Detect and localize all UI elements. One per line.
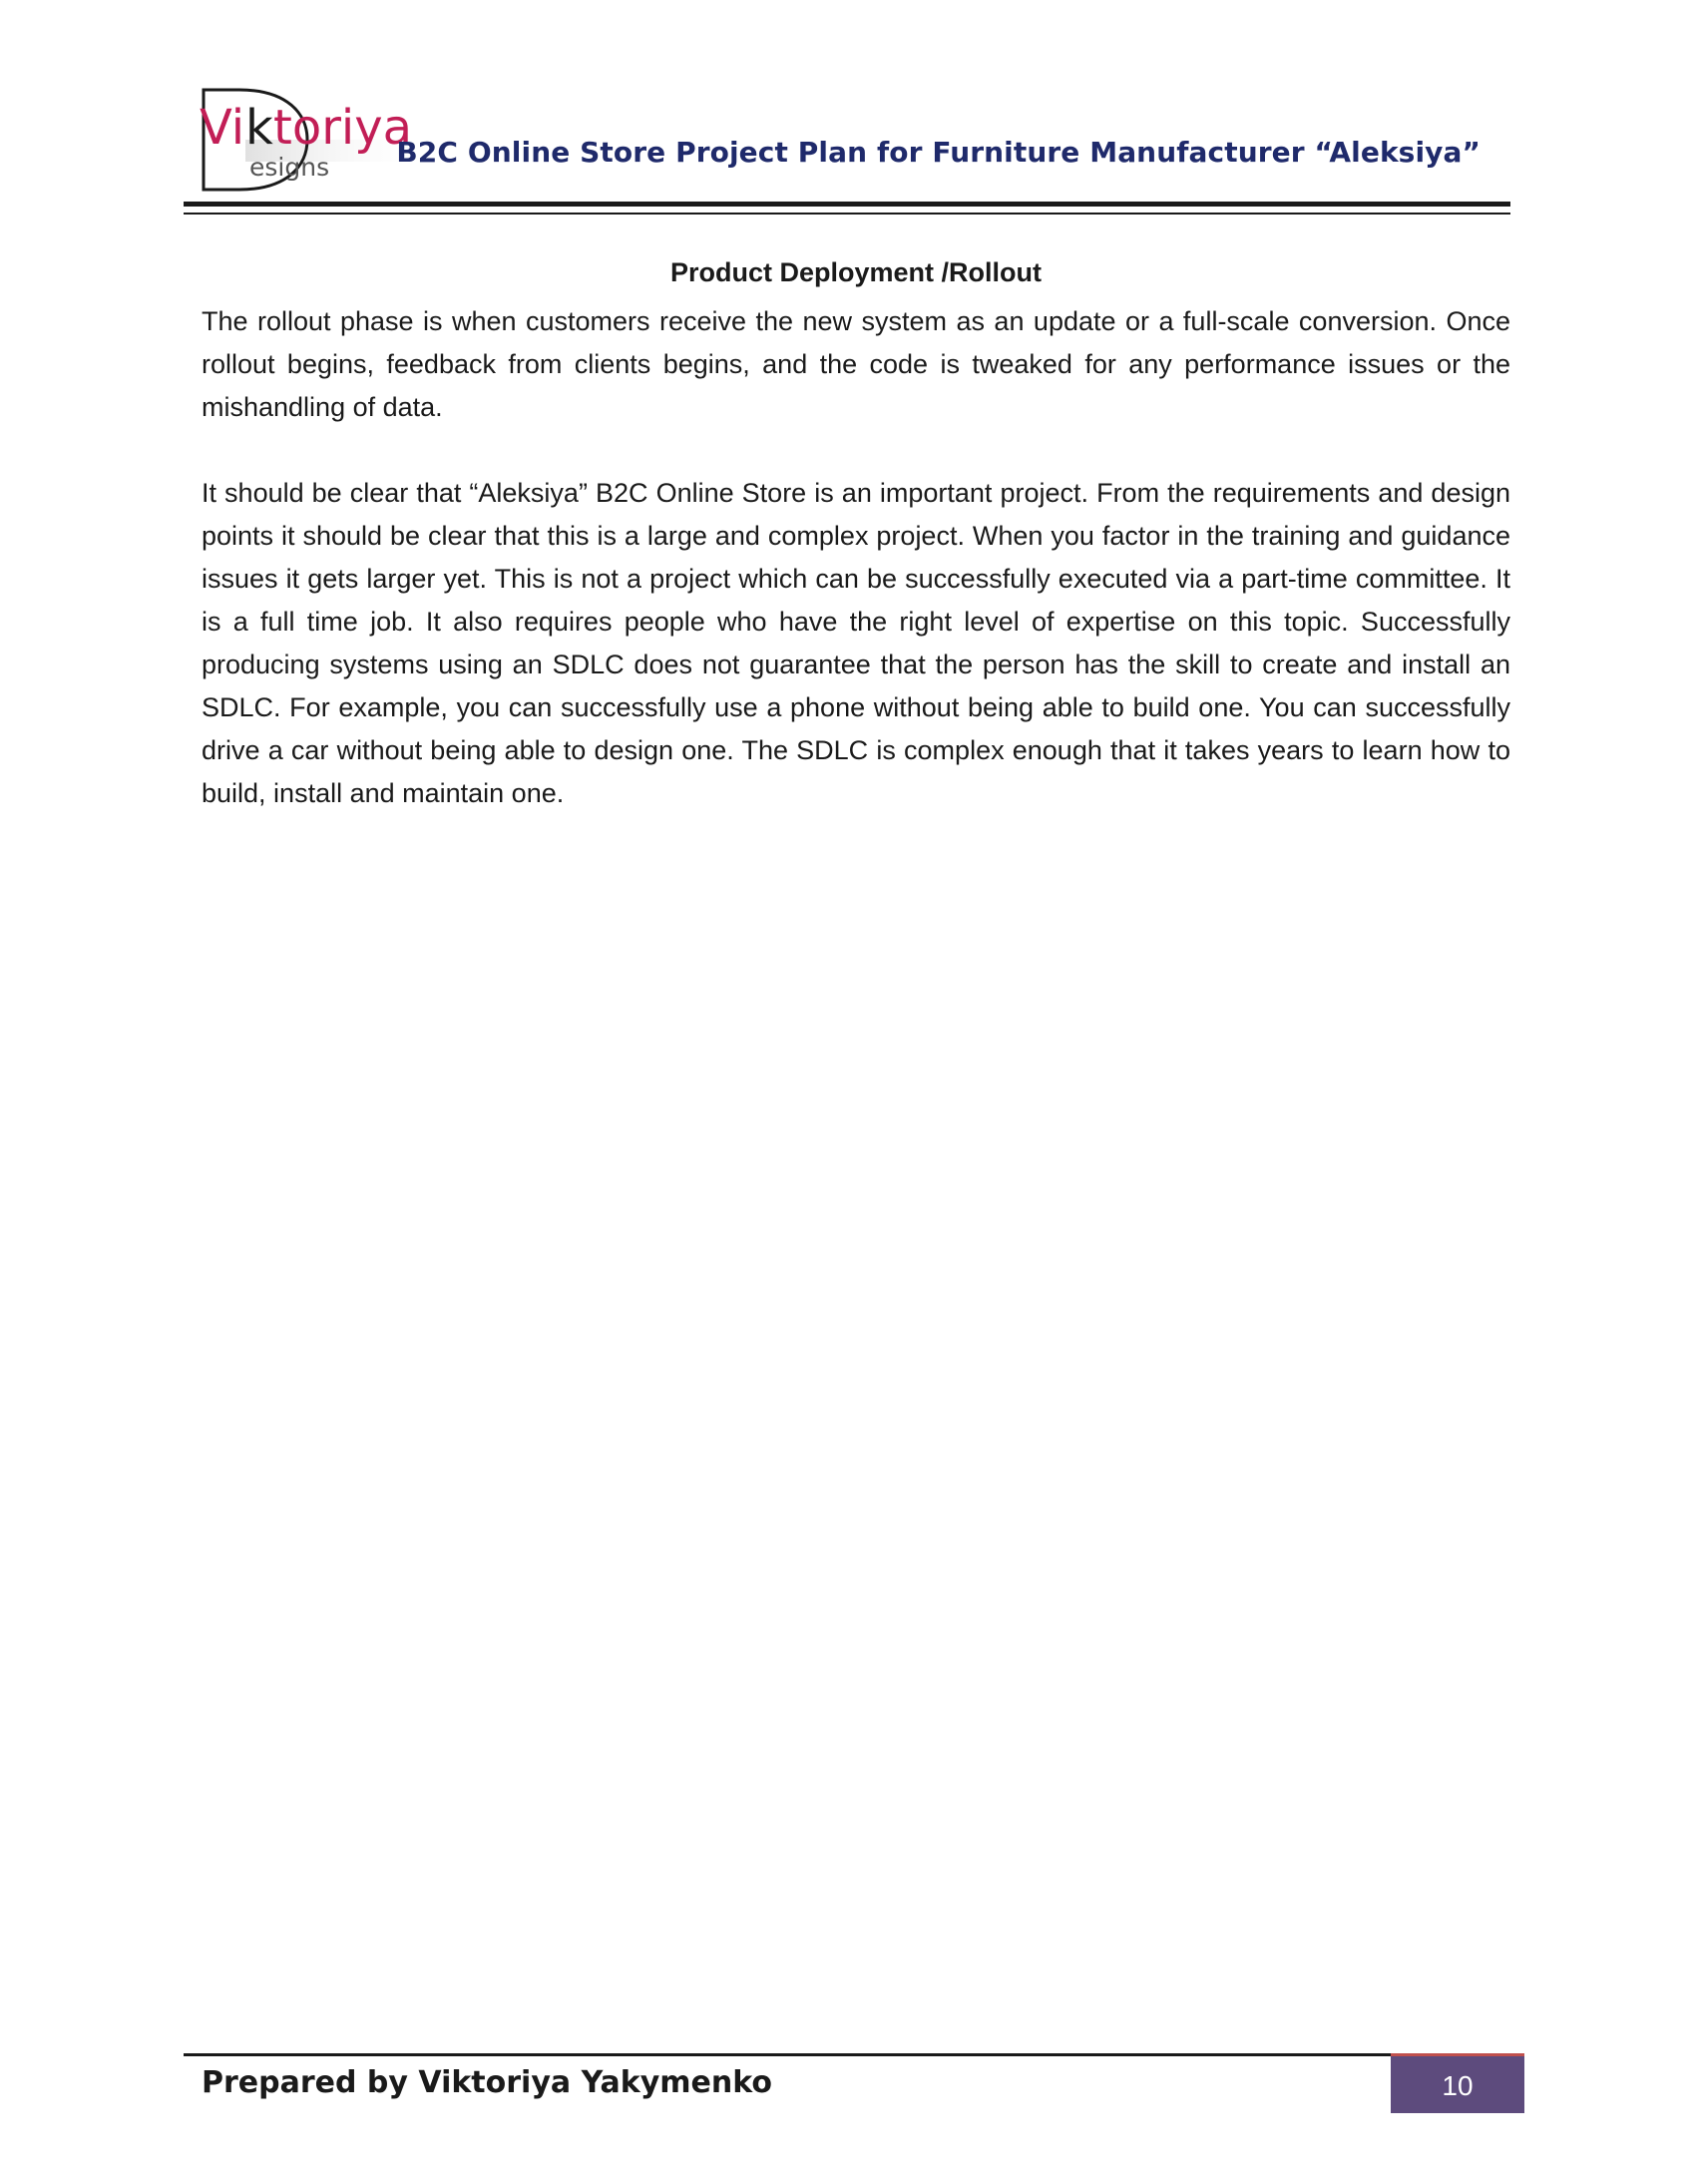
svg-text:k: k (245, 100, 273, 156)
footer-divider (184, 2053, 1391, 2056)
page-number: 10 (1391, 2053, 1524, 2113)
header-divider-thin (184, 213, 1510, 215)
paragraph-project-importance: It should be clear that “Aleksiya” B2C Online Store is an important project. From the requirements and design points it should be clear that this is a large and complex project. When you factor in the training and guidance issues it gets larger yet. This is not a project which can be successfully executed via a part-time committee. It is a full time job. It also requires people who have the right level of expertise on this topic. Successfully producing systems using an SDLC does not guarantee that the person has the skill to create and install an SDLC. For example, you can successfully use a phone without being able to build one. You can successfully drive a car without being able to design one. The SDLC is complex enough that it takes years to learn how to build, install and maintain one. (202, 478, 1510, 808)
header-divider-thick (184, 202, 1510, 207)
footer-prepared-by: Prepared by Viktoriya Yakymenko (202, 2065, 773, 2100)
section-heading: Product Deployment /Rollout (669, 257, 1042, 287)
document-title: B2C Online Store Project Plan for Furniture Manufacturer “Aleksiya” (396, 136, 1481, 169)
page-content (202, 252, 1510, 858)
svg-text:toriya: toriya (273, 100, 413, 156)
svg-text:Vi: Vi (200, 100, 245, 156)
svg-text:esigns: esigns (249, 153, 330, 182)
paragraph-rollout-phase: The rollout phase is when customers receive the new system as an update or a full-scale conversion. Once rollout begins, feedback from clients begins, and the code is tweaked for any performance issues or the mishandling of data. (202, 306, 1510, 422)
